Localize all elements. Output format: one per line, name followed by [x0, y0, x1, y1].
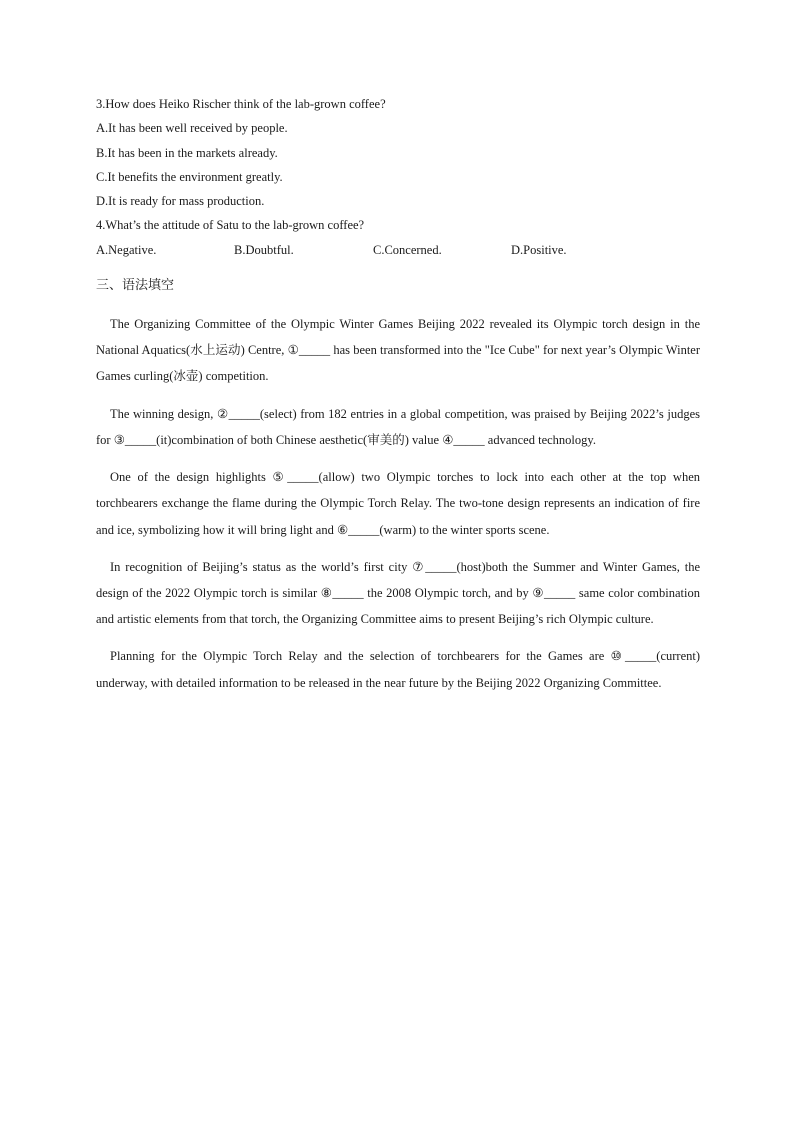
question-3-option-b: B.It has been in the markets already. [96, 145, 278, 160]
question-3: 3.How does Heiko Rischer think of the lab-grown coffee? [96, 97, 386, 111]
question-4: 4.What’s the attitude of Satu to the lab-grown coffee? [96, 218, 365, 233]
passage-paragraph-3: One of the design highlights ⑤_____(allow) two Olympic torches to lock into each other at the top when torchbearers exchange the flame during the Olympic Torch Relay. The two-tone design represents an indication of fire and ice, symbolizing how it will bring light and ⑥_____(warm) to the winter sports scene. [96, 470, 700, 537]
question-4-option-c: C.Concerned. [373, 242, 442, 257]
passage-paragraph-4: In recognition of Beijing’s status as the world’s first city ⑦_____(host)both the Summer and Winter Games, the design of the 2022 Olympic torch is similar ⑧_____ the 2008 Olympic torch, and by ⑨_____ same color combination and artistic elements from that torch, the Organizing Committee aims to present Beijing’s rich Olympic culture. [96, 559, 700, 627]
question-4-option-a: A.Negative. [96, 242, 157, 257]
question-4-options [96, 238, 700, 262]
question-3-option-c: C.It benefits the environment greatly. [96, 169, 283, 184]
question-3-option-a: A.It has been well received by people. [96, 121, 288, 136]
question-4-option-d: D.Positive. [511, 242, 567, 257]
section-title: 三、语法填空 [96, 278, 175, 294]
question-3-option-d: D.It is ready for mass production. [96, 194, 265, 209]
passage-paragraph-5: Planning for the Olympic Torch Relay and the selection of torchbearers for the Games are ⑩_____(current) underway, with detailed information to be released in the near future by the Beijing 2022 Organizing Committee. [96, 649, 700, 690]
passage-paragraph-2: The winning design, ②_____(select) from 182 entries in a global competition, was praised by Beijing 2022’s judges for ③_____(it)combination of both Chinese aesthetic(审美的) value ④_____ advanced technology. [96, 406, 700, 447]
document-page [96, 92, 700, 707]
passage-paragraph-1: The Organizing Committee of the Olympic Winter Games Beijing 2022 revealed its Olympic torch design in the National Aquatics(水上运动) Centre, ①_____ has been transformed into the "Ice Cube" for next year’s Olympic Winter Games curling(冰壶) competition. [96, 317, 700, 384]
question-4-option-b: B.Doubtful. [234, 242, 294, 257]
